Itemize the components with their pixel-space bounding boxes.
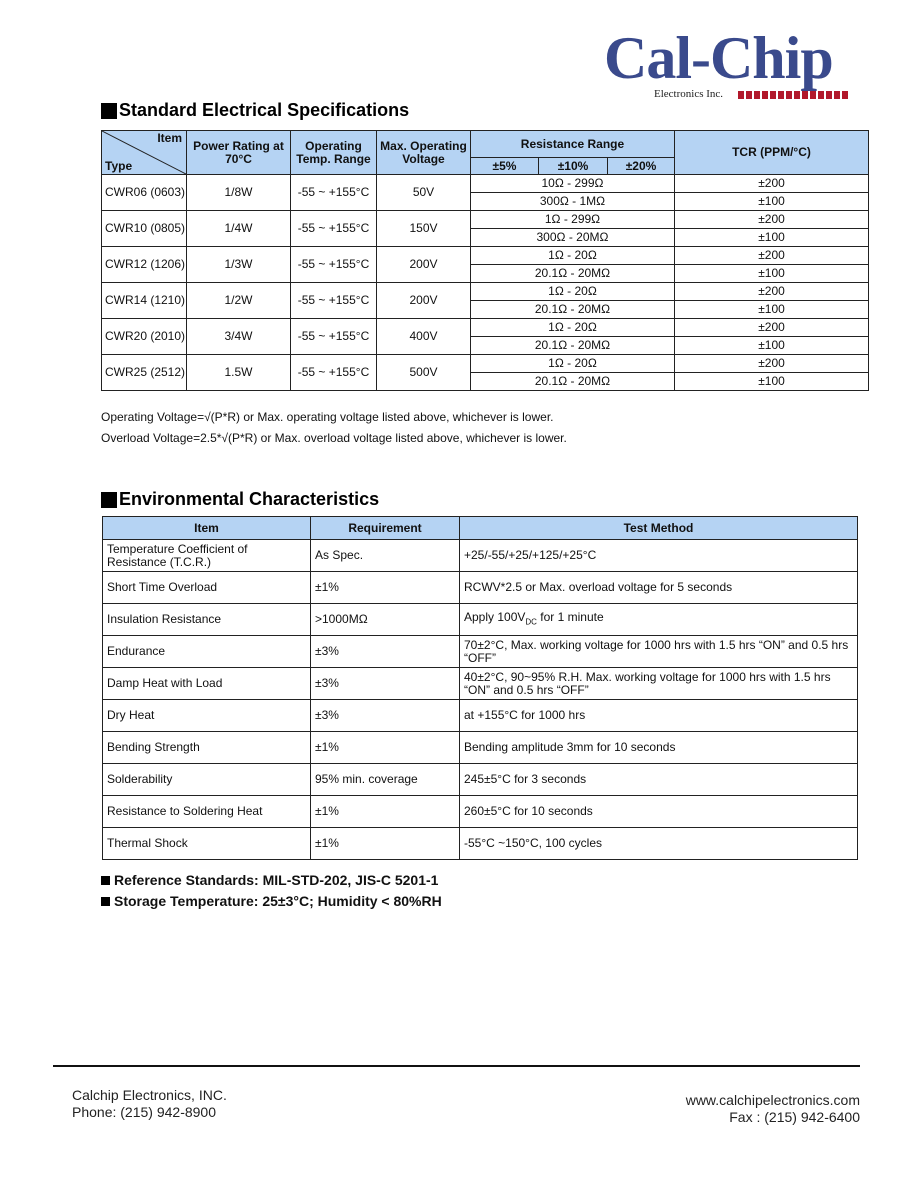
logo-dots-decoration [738,91,850,100]
square-bullet-icon [101,103,117,119]
row-tcr-1: ±200 [675,175,869,193]
row-resistance-2: 300Ω - 1MΩ [471,193,675,211]
env-requirement: ±3% [311,668,460,700]
footer-fax: Fax : (215) 942-6400 [729,1109,860,1125]
env-requirement: ±3% [311,700,460,732]
env-requirement: 95% min. coverage [311,764,460,796]
env-row [103,668,858,700]
env-table [102,516,858,860]
header-tol-20: ±20% [608,158,675,175]
row-tcr-2: ±100 [675,373,869,391]
row-tcr-1: ±200 [675,283,869,301]
row-tcr-2: ±100 [675,337,869,355]
header-resistance: Resistance Range [471,131,675,158]
operating-voltage-note: Operating Voltage=√(P*R) or Max. operating voltage listed above, whichever is lower. [101,410,554,424]
spec-row [102,283,869,301]
env-row [103,572,858,604]
header-item: Item [157,131,182,145]
env-requirement: ±1% [311,572,460,604]
spec-table [101,130,869,391]
row-resistance-2: 300Ω - 20MΩ [471,229,675,247]
row-resistance-2: 20.1Ω - 20MΩ [471,373,675,391]
env-item: Thermal Shock [103,828,311,860]
row-power: 1/4W [187,211,291,247]
row-tcr-1: ±200 [675,355,869,373]
row-tcr-2: ±100 [675,301,869,319]
env-item: Solderability [103,764,311,796]
header-type: Type [105,159,133,173]
env-requirement: >1000MΩ [311,604,460,636]
env-row [103,540,858,572]
row-type: CWR10 (0805) [102,211,187,247]
row-resistance-1: 10Ω - 299Ω [471,175,675,193]
logo-wordmark: Cal-Chip [604,25,833,91]
row-power: 1/3W [187,247,291,283]
env-item: Bending Strength [103,732,311,764]
row-temp: -55 ~ +155°C [291,283,377,319]
row-power: 1.5W [187,355,291,391]
env-method: RCWV*2.5 or Max. overload voltage for 5 seconds [460,572,858,604]
header-tol-10: ±10% [539,158,608,175]
env-header-requirement: Requirement [311,517,460,540]
env-requirement: ±3% [311,636,460,668]
env-method: 245±5°C for 3 seconds [460,764,858,796]
row-tcr-1: ±200 [675,211,869,229]
item-type-header [102,131,187,175]
row-voltage: 500V [377,355,471,391]
row-power: 1/2W [187,283,291,319]
row-type: CWR06 (0603) [102,175,187,211]
row-tcr-1: ±200 [675,319,869,337]
spec-row [102,319,869,337]
row-type: CWR25 (2512) [102,355,187,391]
row-resistance-1: 1Ω - 20Ω [471,355,675,373]
company-logo [604,25,856,106]
row-voltage: 150V [377,211,471,247]
env-item: Damp Heat with Load [103,668,311,700]
spec-row [102,175,869,193]
env-requirement: As Spec. [311,540,460,572]
env-method: 40±2°C, 90~95% R.H. Max. working voltage for 1000 hrs with 1.5 hrs “ON” and 0.5 hrs “OFF” [460,668,858,700]
env-method: Bending amplitude 3mm for 10 seconds [460,732,858,764]
row-resistance-1: 1Ω - 20Ω [471,283,675,301]
env-row [103,764,858,796]
header-power: Power Rating at 70°C [187,131,291,175]
row-temp: -55 ~ +155°C [291,319,377,355]
header-tcr: TCR (PPM/°C) [675,131,869,175]
row-temp: -55 ~ +155°C [291,247,377,283]
row-voltage: 50V [377,175,471,211]
env-item: Endurance [103,636,311,668]
env-requirement: ±1% [311,828,460,860]
spec-row [102,211,869,229]
row-type: CWR12 (1206) [102,247,187,283]
env-row [103,636,858,668]
env-requirement: ±1% [311,796,460,828]
header-voltage: Max. Operating Voltage [377,131,471,175]
env-row [103,828,858,860]
row-tcr-2: ±100 [675,265,869,283]
row-tcr-2: ±100 [675,229,869,247]
header-tol-5: ±5% [471,158,539,175]
env-method: at +155°C for 1000 hrs [460,700,858,732]
row-type: CWR20 (2010) [102,319,187,355]
row-voltage: 200V [377,283,471,319]
env-header-item: Item [103,517,311,540]
env-row [103,700,858,732]
reference-standards: Reference Standards: MIL-STD-202, JIS-C 5201-1 [101,872,438,888]
square-bullet-icon [101,492,117,508]
spec-row [102,355,869,373]
row-voltage: 200V [377,247,471,283]
row-resistance-1: 1Ω - 20Ω [471,247,675,265]
env-method: 70±2°C, Max. working voltage for 1000 hrs with 1.5 hrs “ON” and 0.5 hrs “OFF” [460,636,858,668]
row-voltage: 400V [377,319,471,355]
env-item: Insulation Resistance [103,604,311,636]
row-power: 3/4W [187,319,291,355]
row-resistance-2: 20.1Ω - 20MΩ [471,337,675,355]
env-method: -55°C ~150°C, 100 cycles [460,828,858,860]
row-temp: -55 ~ +155°C [291,211,377,247]
env-method: Apply $100V_{DC}$ for 1 minute [460,604,858,636]
footer-company: Calchip Electronics, INC. [72,1087,227,1103]
row-resistance-2: 20.1Ω - 20MΩ [471,265,675,283]
env-row [103,796,858,828]
row-tcr-2: ±100 [675,193,869,211]
env-header-method: Test Method [460,517,858,540]
env-method: 260±5°C for 10 seconds [460,796,858,828]
row-tcr-1: ±200 [675,247,869,265]
env-requirement: ±1% [311,732,460,764]
env-row [103,732,858,764]
row-temp: -55 ~ +155°C [291,175,377,211]
storage-temperature: Storage Temperature: 25±3°C; Humidity < 80%RH [101,893,442,909]
env-item: Temperature Coefficient of Resistance (T.C.R.) [103,540,311,572]
spec-section-title: Standard Electrical Specifications [101,100,409,121]
row-power: 1/8W [187,175,291,211]
env-method: +25/-55/+25/+125/+25°C [460,540,858,572]
env-item: Resistance to Soldering Heat [103,796,311,828]
env-section-title: Environmental Characteristics [101,489,379,510]
env-row [103,604,858,636]
logo-subtitle: Electronics Inc. [654,88,724,100]
square-bullet-icon [101,876,110,885]
row-resistance-1: 1Ω - 299Ω [471,211,675,229]
row-resistance-2: 20.1Ω - 20MΩ [471,301,675,319]
square-bullet-icon [101,897,110,906]
footer-divider [53,1065,860,1067]
overload-voltage-note: Overload Voltage=2.5*√(P*R) or Max. overload voltage listed above, whichever is lower. [101,431,567,445]
row-resistance-1: 1Ω - 20Ω [471,319,675,337]
row-type: CWR14 (1210) [102,283,187,319]
env-item: Dry Heat [103,700,311,732]
header-temp: Operating Temp. Range [291,131,377,175]
footer-website[interactable]: www.calchipelectronics.com [685,1092,860,1108]
footer-phone: Phone: (215) 942-8900 [72,1104,216,1120]
env-item: Short Time Overload [103,572,311,604]
row-temp: -55 ~ +155°C [291,355,377,391]
spec-row [102,247,869,265]
